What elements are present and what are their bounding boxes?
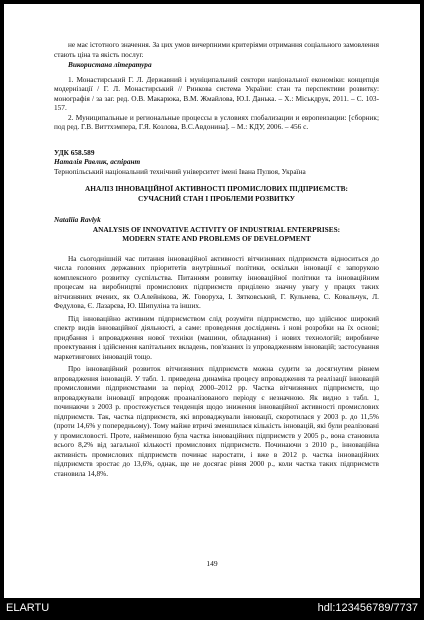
author-name-en: Nataliia Ravlyk — [54, 215, 101, 224]
author-name: Наталія Равлик, аспірант — [54, 157, 141, 166]
document-page — [4, 4, 420, 598]
handle-identifier: hdl:123456789/7737 — [317, 602, 418, 614]
body-paragraph-1: На сьогоднішній час питання інноваційної активності вітчизняних підприємств відноситься до числа головних державних пріоритетів внутрішньої політики, оскільки інновації є запорукою комплексного розвитку суспільства. Питанням розвитку інноваційної політики та інноваційним процесам на виробництві промислових підприємств приділено значну увагу у працях таких вітчизняних вчених, як О.Алейнікова, Ж. Говоруха, І. Зятковський, Г. Кульнева, С. Ковальчук, Л. Федулова, Є. Лазарєва, Ю. Шипуліна та інших. — [54, 253, 379, 310]
article-title — [54, 184, 379, 203]
body-paragraph-2: Під інноваційно активним підприємством слід розуміти підприємство, що здійснює широкий спектр видів інноваційної діяльності, а саме: проведення досліджень і нові розробки на їх основі; придбання і впровадження нової техніки (машини, обладнання) і нових технологій; виробниче проектування і здійснення капітальних вкладень, пов'язаних із упровадженням інновацій; застосування маркетингових інновацій тощо. — [54, 313, 379, 361]
repository-name: ELARTU — [6, 602, 50, 614]
article-title-line-1: АНАЛІЗ ІННОВАЦІЙНОЇ АКТИВНОСТІ ПРОМИСЛОВИХ ПІДПРИЄМСТВ: — [85, 184, 348, 193]
page-body — [54, 40, 379, 478]
article-title-line-2: СУЧАСНИЙ СТАН І ПРОБЛЕМИ РОЗВИТКУ — [137, 193, 296, 203]
references-heading: Використана література — [68, 60, 152, 69]
article-title-en-line-1: ANALYSIS OF INNOVATIVE ACTIVITY OF INDUSTRIAL ENTERPRISES: — [92, 224, 341, 234]
reference-2: 2. Муниципальные и региональные процессы в условиях глобализации и европеизации: [сборник; под ред. Г.В. Виттхэмпера, Г.Я. Козлова, В.С.Авдонина]. – М.: КДУ, 2006. – 456 с. — [54, 112, 379, 131]
repository-footer — [0, 598, 424, 620]
body-paragraph-3: Про інноваційний розвиток вітчизняних підприємств можна судити за досягнутим рівнем впровадження інновацій. У табл. 1. приведена динаміка процесу впровадження та реалізації інновацій промисловими підприємствами за період 2000–2012 рр. Частка вітчизняних підприємств, що впроваджували інновації впродовж проаналізованого періоду є незначною. Як видно з табл. 1, починаючи з 2003 р. простежується тенденція щодо зниження інноваційної активності промислових підприємств. Так, частка підприємств, які впроваджували інновації, скоротилася у 2003 р. до 11,5% (проти 14,6% у попередньому). Тому майже втричі зменшилася кількість інновацій, які були реалізовані у промисловості. Проте, найменшою була частка інноваційних підприємств у 2005 р., вона становила всього 8,2% від загальної кількості промислових підприємств. Починаючи з 2010 р., інноваційна активність промислових підприємств починає наростати, і вже в 2012 р. частка інноваційних підприємств зростає до 13,6%, однак, ще не досягає рівня 2000 р., коли частка таких підприємств становила 14,8%. — [54, 364, 379, 478]
intro-paragraph: не має істотного значення. За цих умов вичерпними критеріями отримання соціального замовлення стають ціна та якість послуг. — [54, 40, 379, 59]
udk-code: УДК 658.589 — [54, 147, 95, 157]
author-affiliation: Тернопільський національний технічний університет імені Івана Пулюя, Україна — [54, 166, 306, 176]
article-title-en-line-2: MODERN STATE AND PROBLEMS OF DEVELOPMENT — [122, 234, 311, 243]
page-number: 149 — [206, 559, 218, 568]
article-title-en — [54, 225, 379, 244]
reference-1: 1. Монастирський Г. Л. Державний і муніципальний сектори національної економіки: концепція модернізації / Г. Л. Монастирський // Ринкова система України: стан та перспективи розвитку: монографія / за заг. ред. О.В. Макарюка, В.М. Жмайлова, Ю.І. Данька. – Х.: Міськдрук, 2011. – С. 103-157. — [54, 74, 379, 112]
